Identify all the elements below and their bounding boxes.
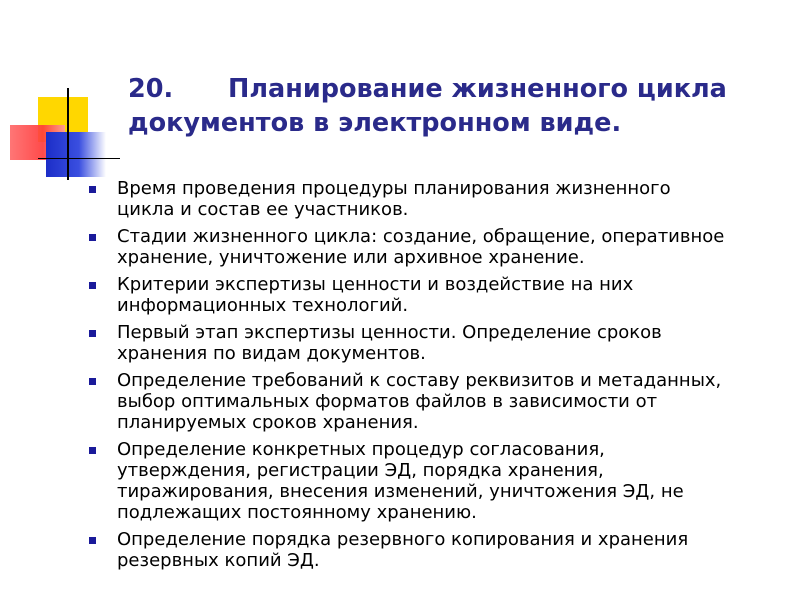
bullet-icon xyxy=(89,282,96,289)
bullet-icon xyxy=(89,234,96,241)
list-item: Определение требований к составу реквизитов и метаданных, выбор оптимальных форматов файлов в зависимости от планируемых сроков хранения. xyxy=(86,370,786,433)
bullet-list xyxy=(86,178,786,577)
title-line1: Планирование жизненного цикла xyxy=(228,74,727,104)
logo-horizontal-line xyxy=(38,158,120,159)
bullet-icon xyxy=(89,537,96,544)
logo-blue-square xyxy=(46,132,106,177)
bullet-icon xyxy=(89,378,96,385)
title-line2: документов в электронном виде. xyxy=(128,108,622,138)
slide-logo xyxy=(0,0,120,200)
list-item: Определение конкретных процедур согласования, утверждения, регистрации ЭД, порядка хранения, тиражирования, внесения изменений, уничтожения ЭД, не подлежащих постоянному хранению. xyxy=(86,439,786,523)
slide-title xyxy=(128,72,778,140)
bullet-icon xyxy=(89,447,96,454)
logo-vertical-line xyxy=(67,88,69,180)
list-item: Стадии жизненного цикла: создание, обращение, оперативное хранение, уничтожение или архивное хранение. xyxy=(86,226,786,268)
bullet-icon xyxy=(89,186,96,193)
list-item: Критерии экспертизы ценности и воздействие на них информационных технологий. xyxy=(86,274,786,316)
list-item: Время проведения процедуры планирования жизненного цикла и состав ее участников. xyxy=(86,178,786,220)
list-item: Определение порядка резервного копирования и хранения резервных копий ЭД. xyxy=(86,529,786,571)
list-item: Первый этап экспертизы ценности. Определение сроков хранения по видам документов. xyxy=(86,322,786,364)
title-number: 20. xyxy=(128,74,174,104)
bullet-icon xyxy=(89,330,96,337)
